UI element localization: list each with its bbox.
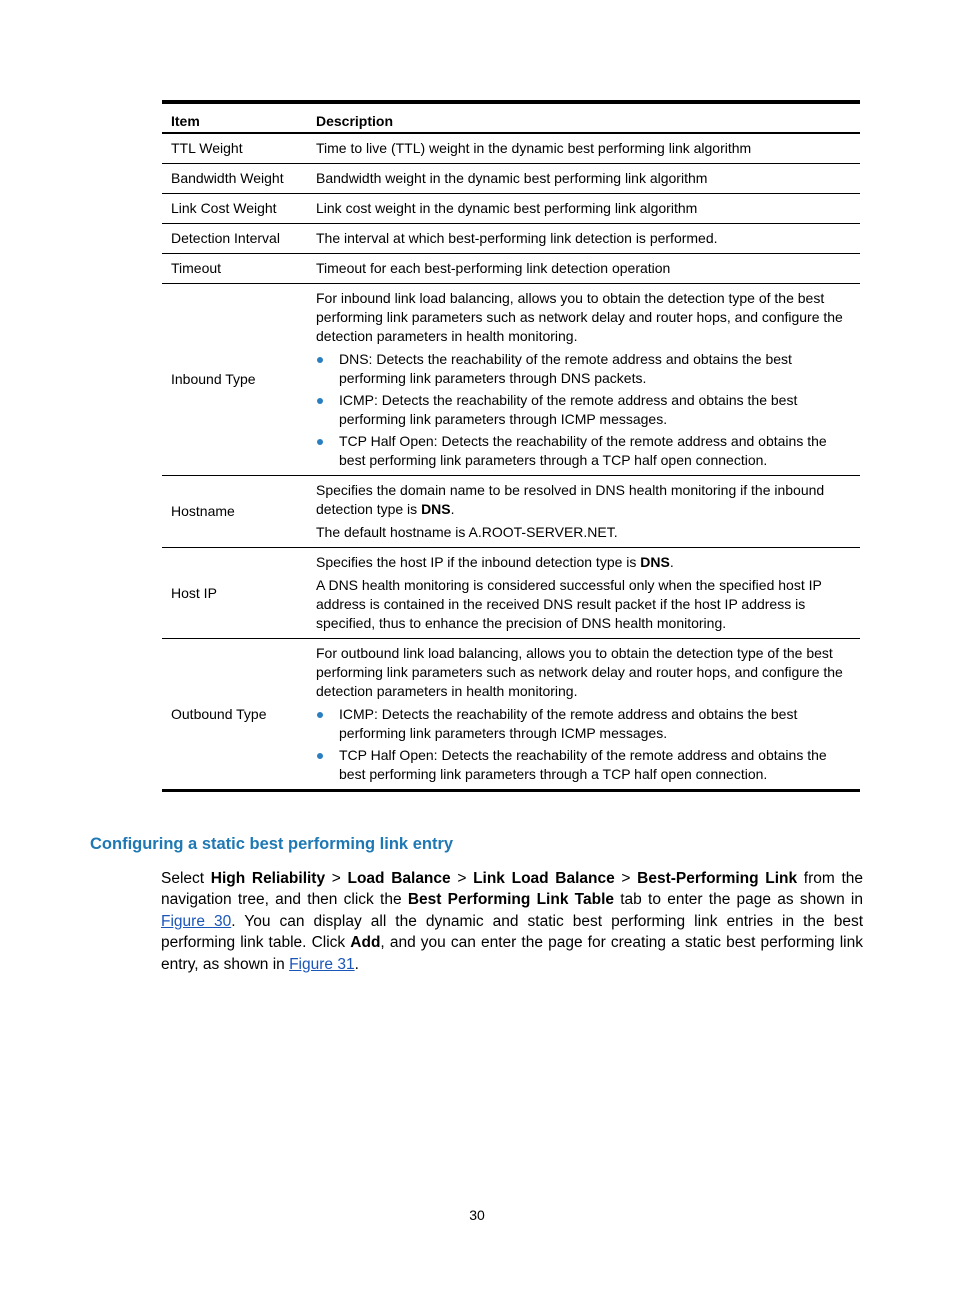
bullet-icon xyxy=(317,753,323,759)
bullet-text: ICMP: Detects the reachability of the remote address and obtains the best performing link parameters through ICMP messages. xyxy=(339,392,798,427)
list-item xyxy=(316,350,852,388)
item-cell: Link Cost Weight xyxy=(162,194,307,224)
item-cell: Inbound Type xyxy=(162,284,307,476)
section-heading: Configuring a static best performing link entry xyxy=(90,835,454,853)
column-header-item: Item xyxy=(162,102,307,133)
bullet-text: DNS: Detects the reachability of the remote address and obtains the best performing link parameters through DNS packets. xyxy=(339,351,792,386)
menu-path-high-reliability: High Reliability xyxy=(210,870,326,887)
bullet-text: TCP Half Open: Detects the reachability of the remote address and obtains the best performing link parameters through a TCP half open connection. xyxy=(339,747,827,782)
item-cell: Bandwidth Weight xyxy=(162,164,307,194)
add-button-term: Add xyxy=(350,934,381,952)
description-cell: The interval at which best-performing link detection is performed. xyxy=(307,224,860,254)
table-row xyxy=(162,639,860,791)
bold-term: DNS xyxy=(640,554,670,570)
item-cell: Host IP xyxy=(162,548,307,639)
page-number: 30 xyxy=(469,1207,485,1223)
bullet-icon xyxy=(317,357,323,363)
section-paragraph: Select High Reliability > Load Balance > Link Load Balance > Best-Performing Link from the navigation tree, and then click the Best Performing Link Table tab to enter the page as shown in Figure 30. You can display all the dynamic and static best performing link entries in the best performing link table. Click Add, and you can enter the page for creating a static best performing link entry, as shown in Figure 31. xyxy=(161,870,864,973)
table-row xyxy=(162,224,860,254)
description-paragraph: Specifies the domain name to be resolved in DNS health monitoring if the inbound detection type is DNS. xyxy=(316,482,825,517)
figure-31-link[interactable]: Figure 31 xyxy=(289,955,355,973)
bullet-text: ICMP: Detects the reachability of the remote address and obtains the best performing link parameters through ICMP messages. xyxy=(339,706,798,741)
parameter-table xyxy=(162,100,860,792)
description-paragraph: For outbound link load balancing, allows you to obtain the detection type of the best performing link parameters such as network delay and router hops, and configure the detection parameters in health monitoring. xyxy=(316,645,843,699)
item-cell: Detection Interval xyxy=(162,224,307,254)
bullet-icon xyxy=(317,398,323,404)
figure-30-link[interactable]: Figure 30 xyxy=(161,912,232,930)
bullet-icon xyxy=(317,712,323,718)
list-item xyxy=(316,391,852,429)
description-paragraph: For inbound link load balancing, allows you to obtain the detection type of the best performing link parameters such as network delay and router hops, and configure the detection parameters in health monitoring. xyxy=(316,290,843,344)
item-cell: Outbound Type xyxy=(171,705,267,722)
description-paragraph: A DNS health monitoring is considered successful only when the specified host IP address is contained in the received DNS result packet if the host IP address is specified, thus to enhance the precision of DNS health monitoring. xyxy=(316,577,822,631)
bold-term: DNS xyxy=(421,501,451,517)
table-row xyxy=(162,548,860,639)
menu-path-link-load-balance: Link Load Balance xyxy=(473,870,615,887)
column-header-description: Description xyxy=(307,102,860,133)
tab-name-best-performing-link-table: Best Performing Link Table xyxy=(407,891,615,909)
description-cell xyxy=(307,476,860,548)
description-cell: Link cost weight in the dynamic best performing link algorithm xyxy=(307,194,860,224)
bullet-text: TCP Half Open: Detects the reachability of the remote address and obtains the best performing link parameters through a TCP half open connection. xyxy=(339,433,827,468)
description-paragraph: The default hostname is A.ROOT-SERVER.NET. xyxy=(316,524,618,540)
description-cell xyxy=(307,284,860,476)
item-cell: Hostname xyxy=(162,476,307,548)
bullet-icon xyxy=(317,439,323,445)
table-row xyxy=(162,476,860,548)
list-item xyxy=(316,432,852,470)
description-cell xyxy=(307,639,860,791)
list-item xyxy=(316,705,852,743)
description-cell: Time to live (TTL) weight in the dynamic best performing link algorithm xyxy=(307,133,860,164)
menu-path-best-performing-link: Best-Performing Link xyxy=(637,870,798,887)
table-row xyxy=(162,194,860,224)
bullet-list xyxy=(316,350,852,470)
table-row xyxy=(162,133,860,164)
description-cell xyxy=(307,548,860,639)
list-item xyxy=(316,746,852,784)
table-row xyxy=(162,284,860,476)
item-cell: TTL Weight xyxy=(162,133,307,164)
bullet-list xyxy=(316,705,852,784)
table-row xyxy=(162,164,860,194)
table-row xyxy=(162,254,860,284)
table-header-row xyxy=(162,102,860,133)
item-cell: Timeout xyxy=(162,254,307,284)
description-cell: Timeout for each best-performing link detection operation xyxy=(307,254,860,284)
description-cell: Bandwidth weight in the dynamic best performing link algorithm xyxy=(307,164,860,194)
menu-path-load-balance: Load Balance xyxy=(347,870,451,887)
description-paragraph: Specifies the host IP if the inbound detection type is DNS. xyxy=(316,554,674,570)
